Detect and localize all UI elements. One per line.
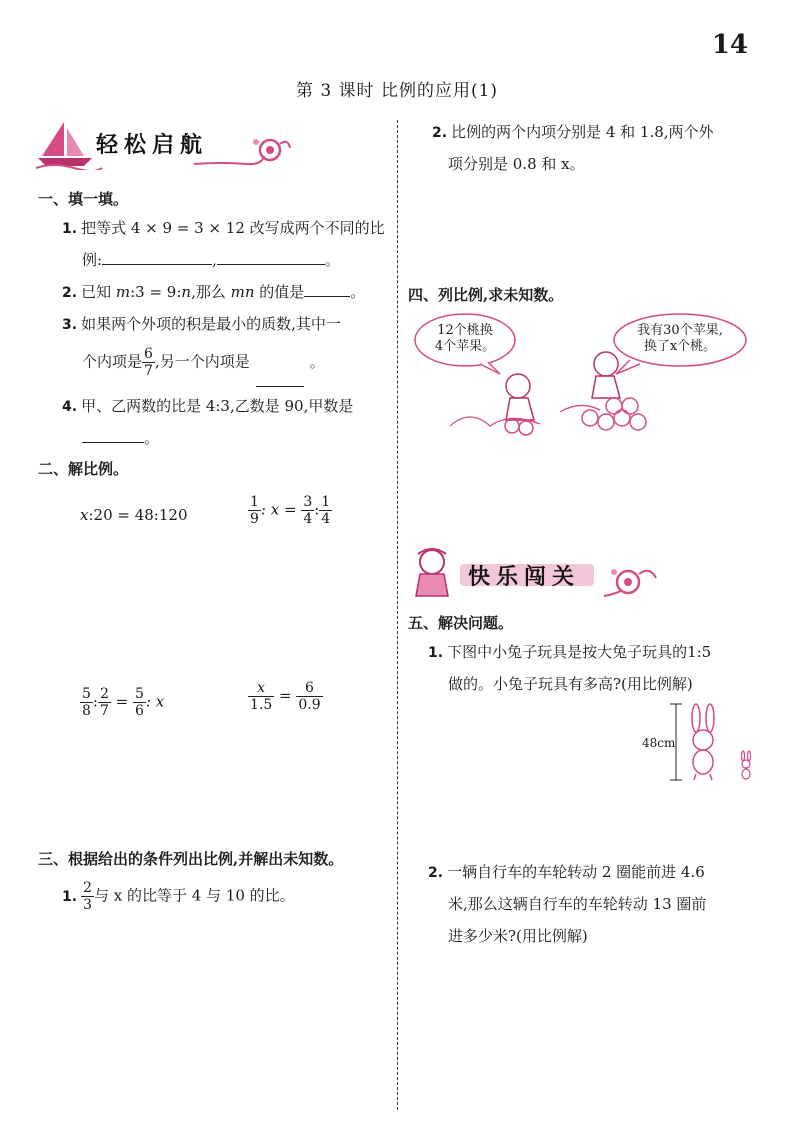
- fraction-denominator: 7: [99, 703, 109, 719]
- question-5-2: [428, 862, 705, 883]
- equation-text: :: [92, 692, 98, 711]
- bubble-line: 12个桃换: [437, 323, 493, 338]
- fraction-denominator: 1.5: [250, 697, 273, 713]
- fraction-numerator: 5: [135, 686, 144, 702]
- equation-4: [248, 680, 323, 713]
- fraction-denominator: 8: [82, 703, 91, 719]
- question-text: 把等式 4 × 9 = 3 × 12 改写成两个不同的比: [81, 219, 385, 237]
- answer-blank[interactable]: [256, 372, 304, 387]
- question-5-2-line3: [448, 926, 588, 946]
- fraction-denominator: 4: [321, 511, 331, 527]
- equation-text: =: [110, 692, 134, 711]
- speech-bubble-right: [618, 323, 742, 355]
- question-text: 甲、乙两数的比是 4:3,乙数是 90,甲数是: [81, 397, 354, 415]
- answer-blank[interactable]: [82, 428, 144, 443]
- swirl-ornament-icon: [602, 564, 662, 600]
- question-1-3: [62, 314, 341, 335]
- fraction: [142, 346, 155, 379]
- fraction: [301, 494, 314, 527]
- bubble-line: 我有30个苹果,: [637, 323, 723, 338]
- speech-bubble-left: [420, 323, 510, 355]
- question-text: 下图中小兔子玩具是按大兔子玩具的1:5: [447, 643, 712, 661]
- fraction-denominator: 0.9: [298, 697, 321, 713]
- variable-x: x: [80, 506, 89, 524]
- question-number: 1.: [62, 888, 78, 905]
- question-text: ,另一个内项是: [154, 352, 250, 371]
- question-number: 2.: [428, 865, 444, 881]
- fraction-numerator: 2: [99, 686, 109, 702]
- question-text: 已知: [81, 283, 116, 301]
- section-heading: 二、解比例。: [38, 460, 129, 478]
- fraction: [80, 686, 93, 719]
- question-text: 。: [350, 283, 366, 301]
- section-heading: 三、根据给出的条件列出比例,并解出未知数。: [38, 850, 344, 868]
- fraction-denominator: 4: [303, 511, 313, 527]
- question-number: 1.: [62, 221, 78, 237]
- question-text: 与 x 的比等于 4 与 10 的比。: [93, 886, 295, 905]
- column-divider: [397, 120, 398, 1110]
- question-text: 比例的两个内项分别是 4 和 1.8,两个外: [451, 123, 714, 141]
- fraction: [248, 680, 274, 713]
- answer-blank[interactable]: [217, 250, 325, 265]
- question-5-1-line2: [448, 674, 693, 694]
- fraction: [319, 494, 332, 527]
- fraction: [81, 880, 94, 913]
- equation-text: : x =: [260, 500, 302, 519]
- question-text: 项分别是 0.8 和 x。: [448, 155, 585, 173]
- question-text: 例:: [82, 251, 103, 269]
- equation-text: :20 = 48:120: [88, 506, 188, 524]
- equation-text: : x: [145, 692, 165, 711]
- question-3-2: [432, 122, 714, 143]
- equation-text: =: [274, 686, 297, 705]
- banner-happy-challenge: [406, 546, 666, 602]
- bubble-line: 换了x个桃。: [643, 339, 717, 354]
- fraction-numerator: x: [248, 680, 274, 697]
- question-3-2-line2: [448, 154, 585, 174]
- question-text: 一辆自行车的车轮转动 2 圈能前进 4.6: [447, 863, 705, 881]
- equation-1: [80, 506, 188, 524]
- question-number: 2.: [432, 125, 448, 141]
- question-text: 如果两个外项的积是最小的质数,其中一: [81, 315, 341, 333]
- question-5-1: [428, 642, 711, 663]
- fraction-numerator: 6: [296, 680, 322, 697]
- section-heading: 五、解决问题。: [408, 614, 514, 632]
- equation-3: [80, 686, 164, 719]
- lesson-title: 第 3 课时 比例的应用(1): [295, 81, 499, 101]
- equation-2: [248, 494, 332, 527]
- variable-mn: mn: [230, 283, 255, 301]
- question-text: 。: [144, 429, 160, 447]
- rabbit-figure: [640, 700, 760, 784]
- variable-n: n: [181, 283, 192, 301]
- fraction-denominator: 7: [144, 363, 153, 379]
- question-text: ,: [212, 251, 217, 269]
- question-1-3-line2: [82, 346, 325, 379]
- fraction: [248, 494, 261, 527]
- fraction-numerator: 5: [82, 686, 91, 702]
- swirl-ornament-icon: [192, 134, 292, 168]
- question-1-4-line2: [82, 428, 159, 448]
- banner-right-title: 快乐闯关: [468, 565, 581, 590]
- fraction: [296, 680, 322, 713]
- cartoon-kid-icon: [406, 546, 462, 602]
- fraction: [98, 686, 111, 719]
- fraction-numerator: 1: [250, 494, 259, 510]
- page-number: 14: [711, 30, 748, 60]
- height-label: 48cm: [642, 736, 676, 750]
- question-1-4: [62, 396, 353, 417]
- fraction: [133, 686, 146, 719]
- question-text: 。: [309, 352, 325, 371]
- answer-blank[interactable]: [102, 250, 212, 265]
- section-heading: 一、填一填。: [38, 190, 129, 208]
- question-1-2: [62, 282, 365, 303]
- question-1-1: [62, 218, 385, 239]
- question-1-1-line2: [82, 250, 340, 270]
- question-number: 2.: [62, 285, 78, 301]
- question-text: :3 = 9:: [130, 283, 182, 301]
- banner-left-title: 轻松启航: [96, 133, 209, 158]
- question-text: 个内项是: [82, 352, 143, 371]
- fraction-numerator: 1: [321, 494, 331, 510]
- fraction-denominator: 9: [250, 511, 259, 527]
- bubble-line: 4个苹果。: [434, 339, 496, 354]
- question-text: 米,那么这辆自行车的车轮转动 13 圈前: [448, 895, 707, 913]
- section-heading: 四、列比例,求未知数。: [408, 286, 564, 304]
- peach-apple-illustration: [410, 308, 764, 448]
- question-number: 1.: [428, 645, 444, 661]
- fraction-denominator: 3: [83, 897, 92, 913]
- fraction-numerator: 3: [303, 494, 313, 510]
- question-text: 的值是: [254, 283, 305, 301]
- question-text: 。: [324, 251, 340, 269]
- question-text: ,那么: [191, 283, 231, 301]
- question-text: 做的。小兔子玩具有多高?(用比例解): [448, 675, 693, 693]
- fraction-numerator: 2: [83, 880, 92, 896]
- question-3-1: [62, 880, 295, 913]
- banner-easy-start: [34, 118, 294, 170]
- fraction-denominator: 6: [135, 703, 144, 719]
- equation-text: :: [314, 500, 320, 519]
- question-number: 4.: [62, 399, 78, 415]
- fraction-numerator: 6: [144, 346, 153, 362]
- sailboat-icon: [34, 118, 104, 170]
- variable-m: m: [115, 283, 131, 301]
- question-5-2-line2: [448, 894, 706, 914]
- question-number: 3.: [62, 317, 78, 333]
- answer-blank[interactable]: [304, 282, 350, 297]
- question-text: 进多少米?(用比例解): [448, 927, 588, 945]
